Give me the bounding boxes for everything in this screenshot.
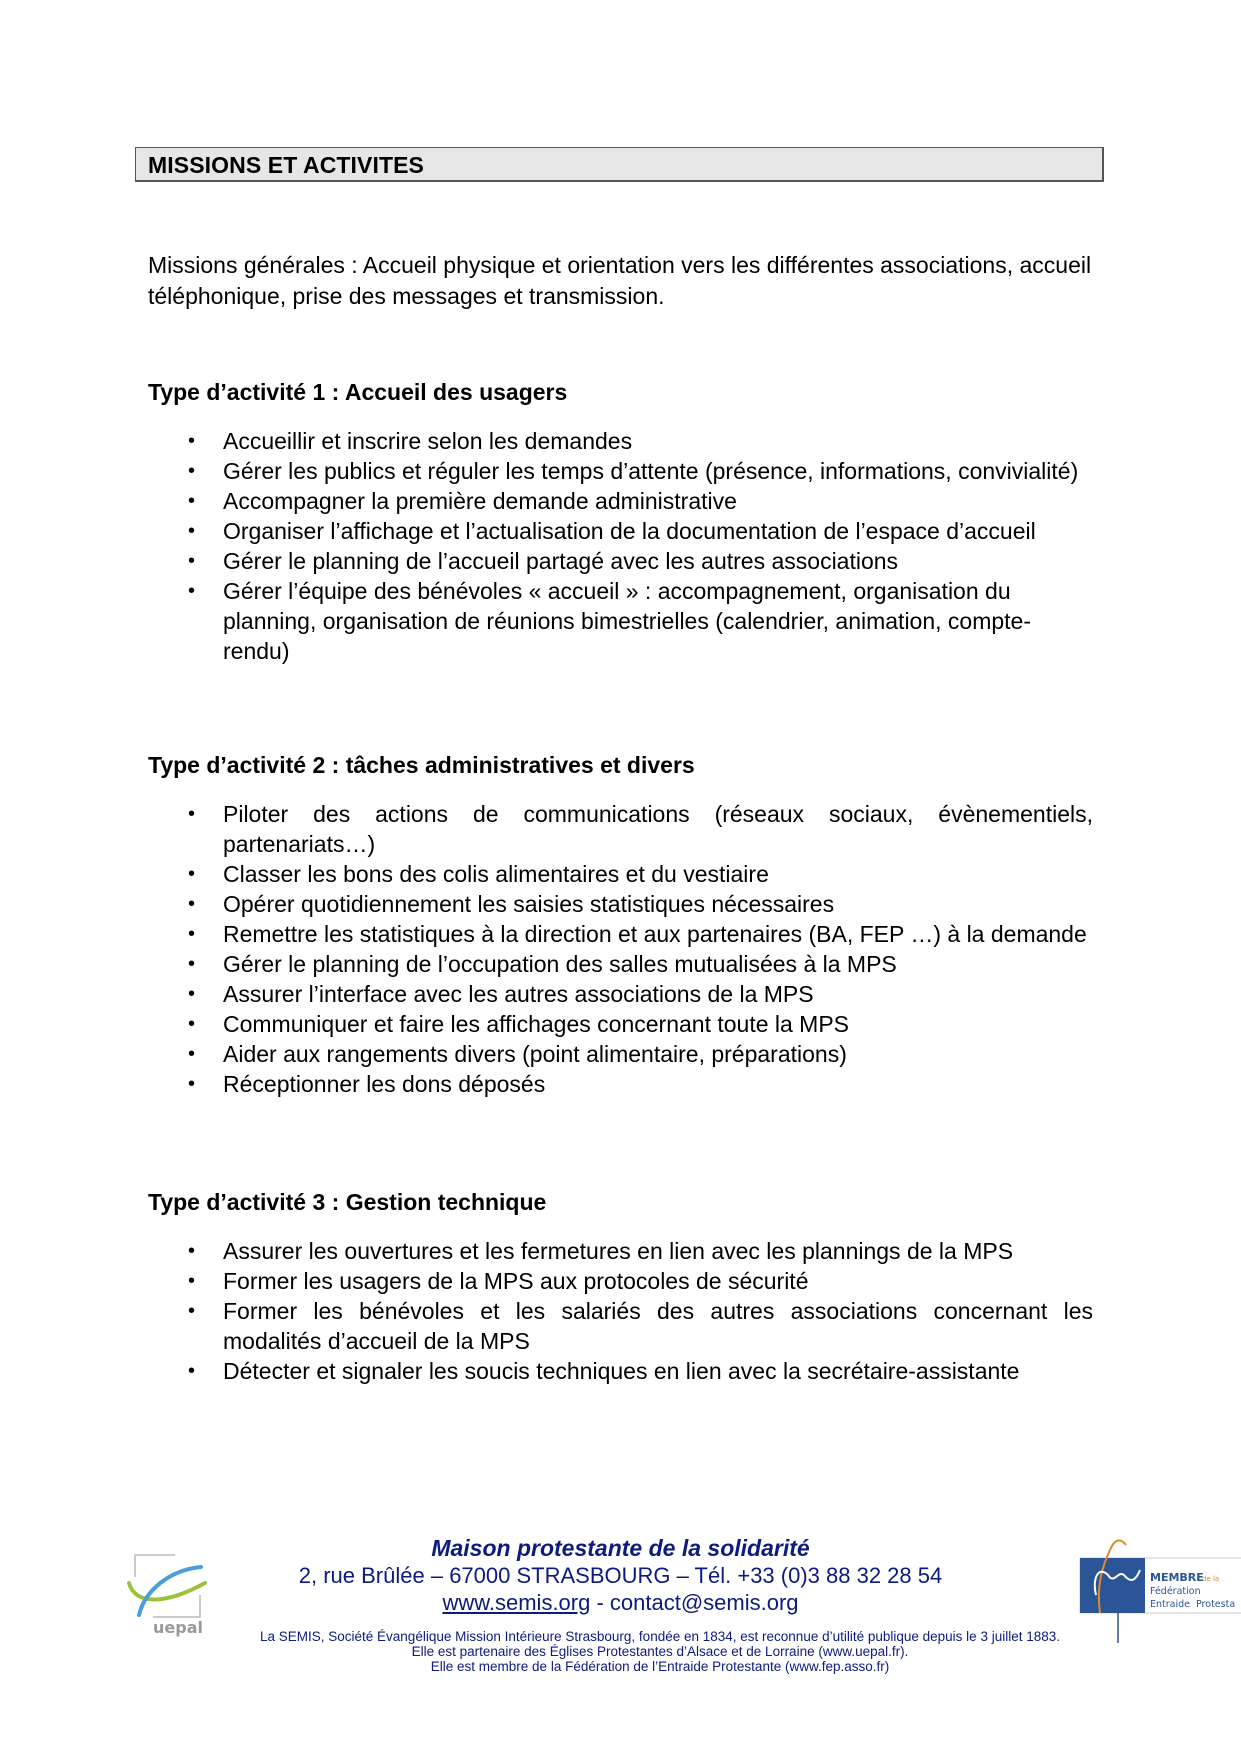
bullet-icon: • xyxy=(188,863,196,885)
bullet-icon: • xyxy=(188,1043,196,1065)
activity-heading: Type d’activité 3 : Gestion technique xyxy=(148,1189,547,1215)
bullet-icon: • xyxy=(188,923,196,945)
bullet-icon: • xyxy=(188,1240,196,1262)
bullet-icon: • xyxy=(188,893,196,915)
bullet-icon: • xyxy=(188,1013,196,1035)
bullet-icon: • xyxy=(188,430,196,452)
general-missions-paragraph: Missions générales : Accueil physique et orientation vers les différentes associations, accueil téléphonique, prise des messages et transmission. xyxy=(148,252,1092,309)
email-address[interactable]: contact@semis.org xyxy=(609,1590,799,1615)
footer-note: La SEMIS, Société Évangélique Mission Intérieure Strasbourg, fondée en 1834, est reconnue d’utilité publique depuis le 3 juillet 1883. xyxy=(259,1629,1060,1644)
activity-list xyxy=(148,426,1093,666)
activity-section-2 xyxy=(148,750,1093,1099)
list-item: • Organiser l’affichage et l’actualisation de la documentation de l’espace d’accueil xyxy=(188,518,1036,544)
activity-heading: Type d’activité 1 : Accueil des usagers xyxy=(148,379,568,405)
bullet-icon: • xyxy=(188,1300,196,1322)
footer-contact xyxy=(0,1590,1241,1616)
activity-section-3 xyxy=(148,1187,1093,1386)
bullet-icon: • xyxy=(188,490,196,512)
svg-text:uepal: uepal xyxy=(153,1618,203,1637)
list-item: • Communiquer et faire les affichages concernant toute la MPS xyxy=(188,1011,850,1037)
list-item: • Assurer les ouvertures et les fermetures en lien avec les plannings de la MPS xyxy=(188,1238,1014,1264)
svg-text:Fédération: Fédération xyxy=(1150,1586,1201,1597)
bullet-icon: • xyxy=(188,803,196,825)
list-item: • Former les usagers de la MPS aux protocoles de sécurité xyxy=(188,1268,809,1294)
footer-note: Elle est partenaire des Églises Protestantes d’Alsace et de Lorraine (www.uepal.fr). xyxy=(411,1644,909,1659)
list-item: • Aider aux rangements divers (point alimentaire, préparations) xyxy=(188,1041,847,1067)
bullet-icon: • xyxy=(188,460,196,482)
svg-text:Entraide: Entraide xyxy=(1150,1599,1190,1610)
footer-note: Elle est membre de la Fédération de l’Entraide Protestante (www.fep.asso.fr) xyxy=(430,1659,890,1674)
website-link[interactable]: www.semis.org xyxy=(442,1590,591,1615)
footer-org-name: Maison protestante de la solidarité xyxy=(431,1535,810,1561)
bullet-icon: • xyxy=(188,1073,196,1095)
list-item: • Classer les bons des colis alimentaires et du vestiaire xyxy=(188,861,769,887)
svg-text:Protesta: Protesta xyxy=(1196,1599,1236,1610)
activity-list xyxy=(148,799,1093,1099)
svg-text:MEMBRE: MEMBRE xyxy=(1150,1571,1204,1584)
footer-address: 2, rue Brûlée – 67000 STRASBOURG – Tél. +33 (0)3 88 32 28 54 xyxy=(298,1563,943,1588)
list-item: • Former les bénévoles et les salariés des autres associations concernant les modalités d’accueil de la MPS xyxy=(188,1298,1093,1354)
list-item: • Remettre les statistiques à la direction et aux partenaires (BA, FEP …) à la demande xyxy=(188,921,1087,947)
activity-list xyxy=(148,1236,1093,1386)
bullet-icon: • xyxy=(188,983,196,1005)
bullet-icon: • xyxy=(188,1360,196,1382)
bullet-icon: • xyxy=(188,550,196,572)
list-item: • Gérer le planning de l’accueil partagé avec les autres associations xyxy=(188,548,899,574)
list-item: • Gérer les publics et réguler les temps d’attente (présence, informations, convivialité) xyxy=(188,458,1079,484)
list-item: • Gérer l’équipe des bénévoles « accueil » : accompagnement, organisation du planning, organisation de réunions bimestrielles (calendrier, animation, compte-rendu) xyxy=(188,578,1031,664)
bullet-icon: • xyxy=(188,953,196,975)
fep-member-logo xyxy=(1078,1525,1241,1645)
bullet-icon: • xyxy=(188,520,196,542)
list-item: • Opérer quotidiennement les saisies statistiques nécessaires xyxy=(188,891,835,917)
list-item: • Accompagner la première demande administrative xyxy=(188,488,737,514)
section-title-box xyxy=(135,147,1104,182)
section-title: MISSIONS ET ACTIVITES xyxy=(148,152,424,178)
list-item: • Réceptionner les dons déposés xyxy=(188,1071,546,1097)
list-item: • Accueillir et inscrire selon les demandes xyxy=(188,428,633,454)
bullet-icon: • xyxy=(188,1270,196,1292)
activity-section-1 xyxy=(148,377,1093,666)
fep-logo-icon xyxy=(1078,1525,1241,1645)
activity-heading: Type d’activité 2 : tâches administratives et divers xyxy=(148,752,695,778)
list-item: • Piloter des actions de communications (réseaux sociaux, évènementiels, partenariats…) xyxy=(188,801,1093,857)
footer-notes xyxy=(230,1629,1090,1674)
list-item: • Détecter et signaler les soucis techniques en lien avec la secrétaire-assistante xyxy=(188,1358,1020,1384)
list-item: • Gérer le planning de l’occupation des salles mutualisées à la MPS xyxy=(188,951,897,977)
contact-separator: - xyxy=(590,1590,610,1615)
bullet-icon: • xyxy=(188,580,196,602)
list-item: • Assurer l’interface avec les autres associations de la MPS xyxy=(188,981,814,1007)
svg-text:de la: de la xyxy=(1202,1575,1220,1583)
